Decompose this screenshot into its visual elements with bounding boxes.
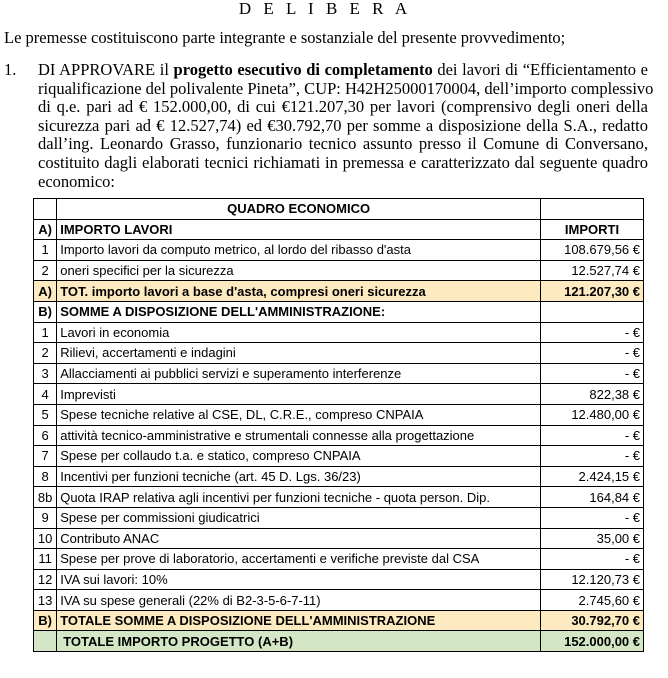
table-row [34,363,644,384]
row-amount: 2.745,60 € [540,590,643,611]
table-row [34,507,644,528]
row-label: IVA sui lavori: 10% [57,569,541,590]
row-amount: - € [540,549,643,570]
item-line [38,173,648,192]
row-code: B) [34,301,57,322]
row-amount: 30.792,70 € [540,610,643,631]
table-row [34,487,644,508]
item-line [38,78,654,99]
table-row [34,425,644,446]
item-text [38,60,654,191]
row-label: Allacciamenti ai pubblici servizi e superamento interferenze [57,363,541,384]
row-label: Rilievi, accertamenti e indagini [57,343,541,364]
row-code: 1 [34,322,57,343]
row-code [34,631,57,652]
row-label: TOTALE IMPORTO PROGETTO (A+B) [57,631,541,652]
table-title-amount-cell [540,199,643,220]
item-line-text: dall’ing. Leonardo Grasso, funzionario tecnico assunto presso il Comune di Conversano, [38,134,648,154]
table-row [34,301,644,322]
row-code: B) [34,610,57,631]
row-label: TOTALE SOMME A DISPOSIZIONE DELL'AMMINISTRAZIONE [57,610,541,631]
row-amount: - € [540,507,643,528]
row-label: Imprevisti [57,384,541,405]
row-label: SOMME A DISPOSIZIONE DELL'AMMINISTRAZIONE: [57,301,541,322]
table-row [34,260,644,281]
item-number: 1. [4,60,17,79]
row-code: 3 [34,363,57,384]
row-label: Spese per collaudo t.a. e statico, compreso CNPAIA [57,446,541,467]
item-line [38,135,648,154]
row-code: 8 [34,466,57,487]
item-line [38,61,648,80]
row-label: attività tecnico-amministrative e strumentali connesse alla progettazione [57,425,541,446]
row-label: oneri specifici per la sicurezza [57,260,541,281]
row-code: 12 [34,569,57,590]
table-row [34,549,644,570]
row-label: TOT. importo lavori a base d'asta, compresi oneri sicurezza [57,281,541,302]
row-code: 5 [34,404,57,425]
item-line-text: costituito dagli elaborati tecnici richiamati in premessa e caratterizzato dal seguente quadro [38,152,648,172]
row-code: 11 [34,549,57,570]
row-amount: - € [540,425,643,446]
row-code: 9 [34,507,57,528]
row-code: 2 [34,260,57,281]
row-code: 7 [34,446,57,467]
row-label: IVA su spese generali (22% di B2-3-5-6-7-11) [57,590,541,611]
row-code: 10 [34,528,57,549]
row-code: 2 [34,343,57,364]
item-line-text: di q.e. pari ad € 152.000,00, di cui €121.207,30 per lavori (comprensivo degli oneri della [38,97,648,117]
row-amount: 121.207,30 € [540,281,643,302]
row-label: Spese per commissioni giudicatrici [57,507,541,528]
table-title-blank-cell [34,199,57,220]
row-amount: 108.679,56 € [540,240,643,261]
table-row [34,240,644,261]
row-code: A) [34,281,57,302]
row-code: 8b [34,487,57,508]
item-line [38,98,648,117]
row-label: Importo lavori da computo metrico, al lordo del ribasso d'asta [57,240,541,261]
item-line [38,117,648,136]
table-header-row [34,219,644,240]
table-row [34,322,644,343]
row-amount: - € [540,322,643,343]
item-line-text: sicurezza pari ad € 12.527,74) ed €30.792,70 per somme a disposizione della S.A., redatto [38,115,648,135]
row-amount: - € [540,363,643,384]
header-amount: IMPORTI [540,219,643,240]
row-code: 1 [34,240,57,261]
item-line-text: riqualificazione del polivalente Pineta”, CUP: H42H25000170004, dell’importo complessivo [38,78,654,98]
table-row [34,466,644,487]
quadro-economico-table [33,198,644,652]
row-label: Contributo ANAC [57,528,541,549]
row-amount: 12.480,00 € [540,404,643,425]
row-label: Lavori in economia [57,322,541,343]
table-row [34,569,644,590]
table-row [34,446,644,467]
row-amount: 2.424,15 € [540,466,643,487]
item-line-text: economico: [38,171,115,191]
row-label: Incentivi per funzioni tecniche (art. 45 D. Lgs. 36/23) [57,466,541,487]
table-row [34,590,644,611]
item-line [38,154,648,173]
table-row [34,281,644,302]
table-title-row [34,199,644,220]
table-row [34,343,644,364]
row-amount: 35,00 € [540,528,643,549]
header-code: A) [34,219,57,240]
table-title: QUADRO ECONOMICO [57,199,541,220]
row-label: Quota IRAP relativa agli incentivi per funzioni tecniche - quota person. Dip. [57,487,541,508]
row-amount: 164,84 € [540,487,643,508]
table-row [34,610,644,631]
table-row [34,404,644,425]
row-amount: 12.120,73 € [540,569,643,590]
item-line-text: DI APPROVARE il [38,60,174,79]
row-code: 4 [34,384,57,405]
deliberation-heading: D E L I B E R A [238,0,412,18]
row-label: Spese per prove di laboratorio, accertamenti e verifiche previste dal CSA [57,549,541,570]
row-amount: 12.527,74 € [540,260,643,281]
premise-paragraph: Le premesse costituiscono parte integrante e sostanziale del presente provvedimento; [4,28,566,47]
project-name-bold: progetto esecutivo di completamento [173,60,433,79]
row-label: Spese tecniche relative al CSE, DL, C.R.E., compreso CNPAIA [57,404,541,425]
table-row [34,631,644,652]
row-amount: 822,38 € [540,384,643,405]
table-row [34,384,644,405]
row-amount: - € [540,446,643,467]
item-line-text: dei lavori di “Efficientamento e [432,60,648,79]
row-code: 13 [34,590,57,611]
row-amount: - € [540,343,643,364]
table-row [34,528,644,549]
row-amount: 152.000,00 € [540,631,643,652]
row-amount [540,301,643,322]
header-label: IMPORTO LAVORI [57,219,541,240]
row-code: 6 [34,425,57,446]
